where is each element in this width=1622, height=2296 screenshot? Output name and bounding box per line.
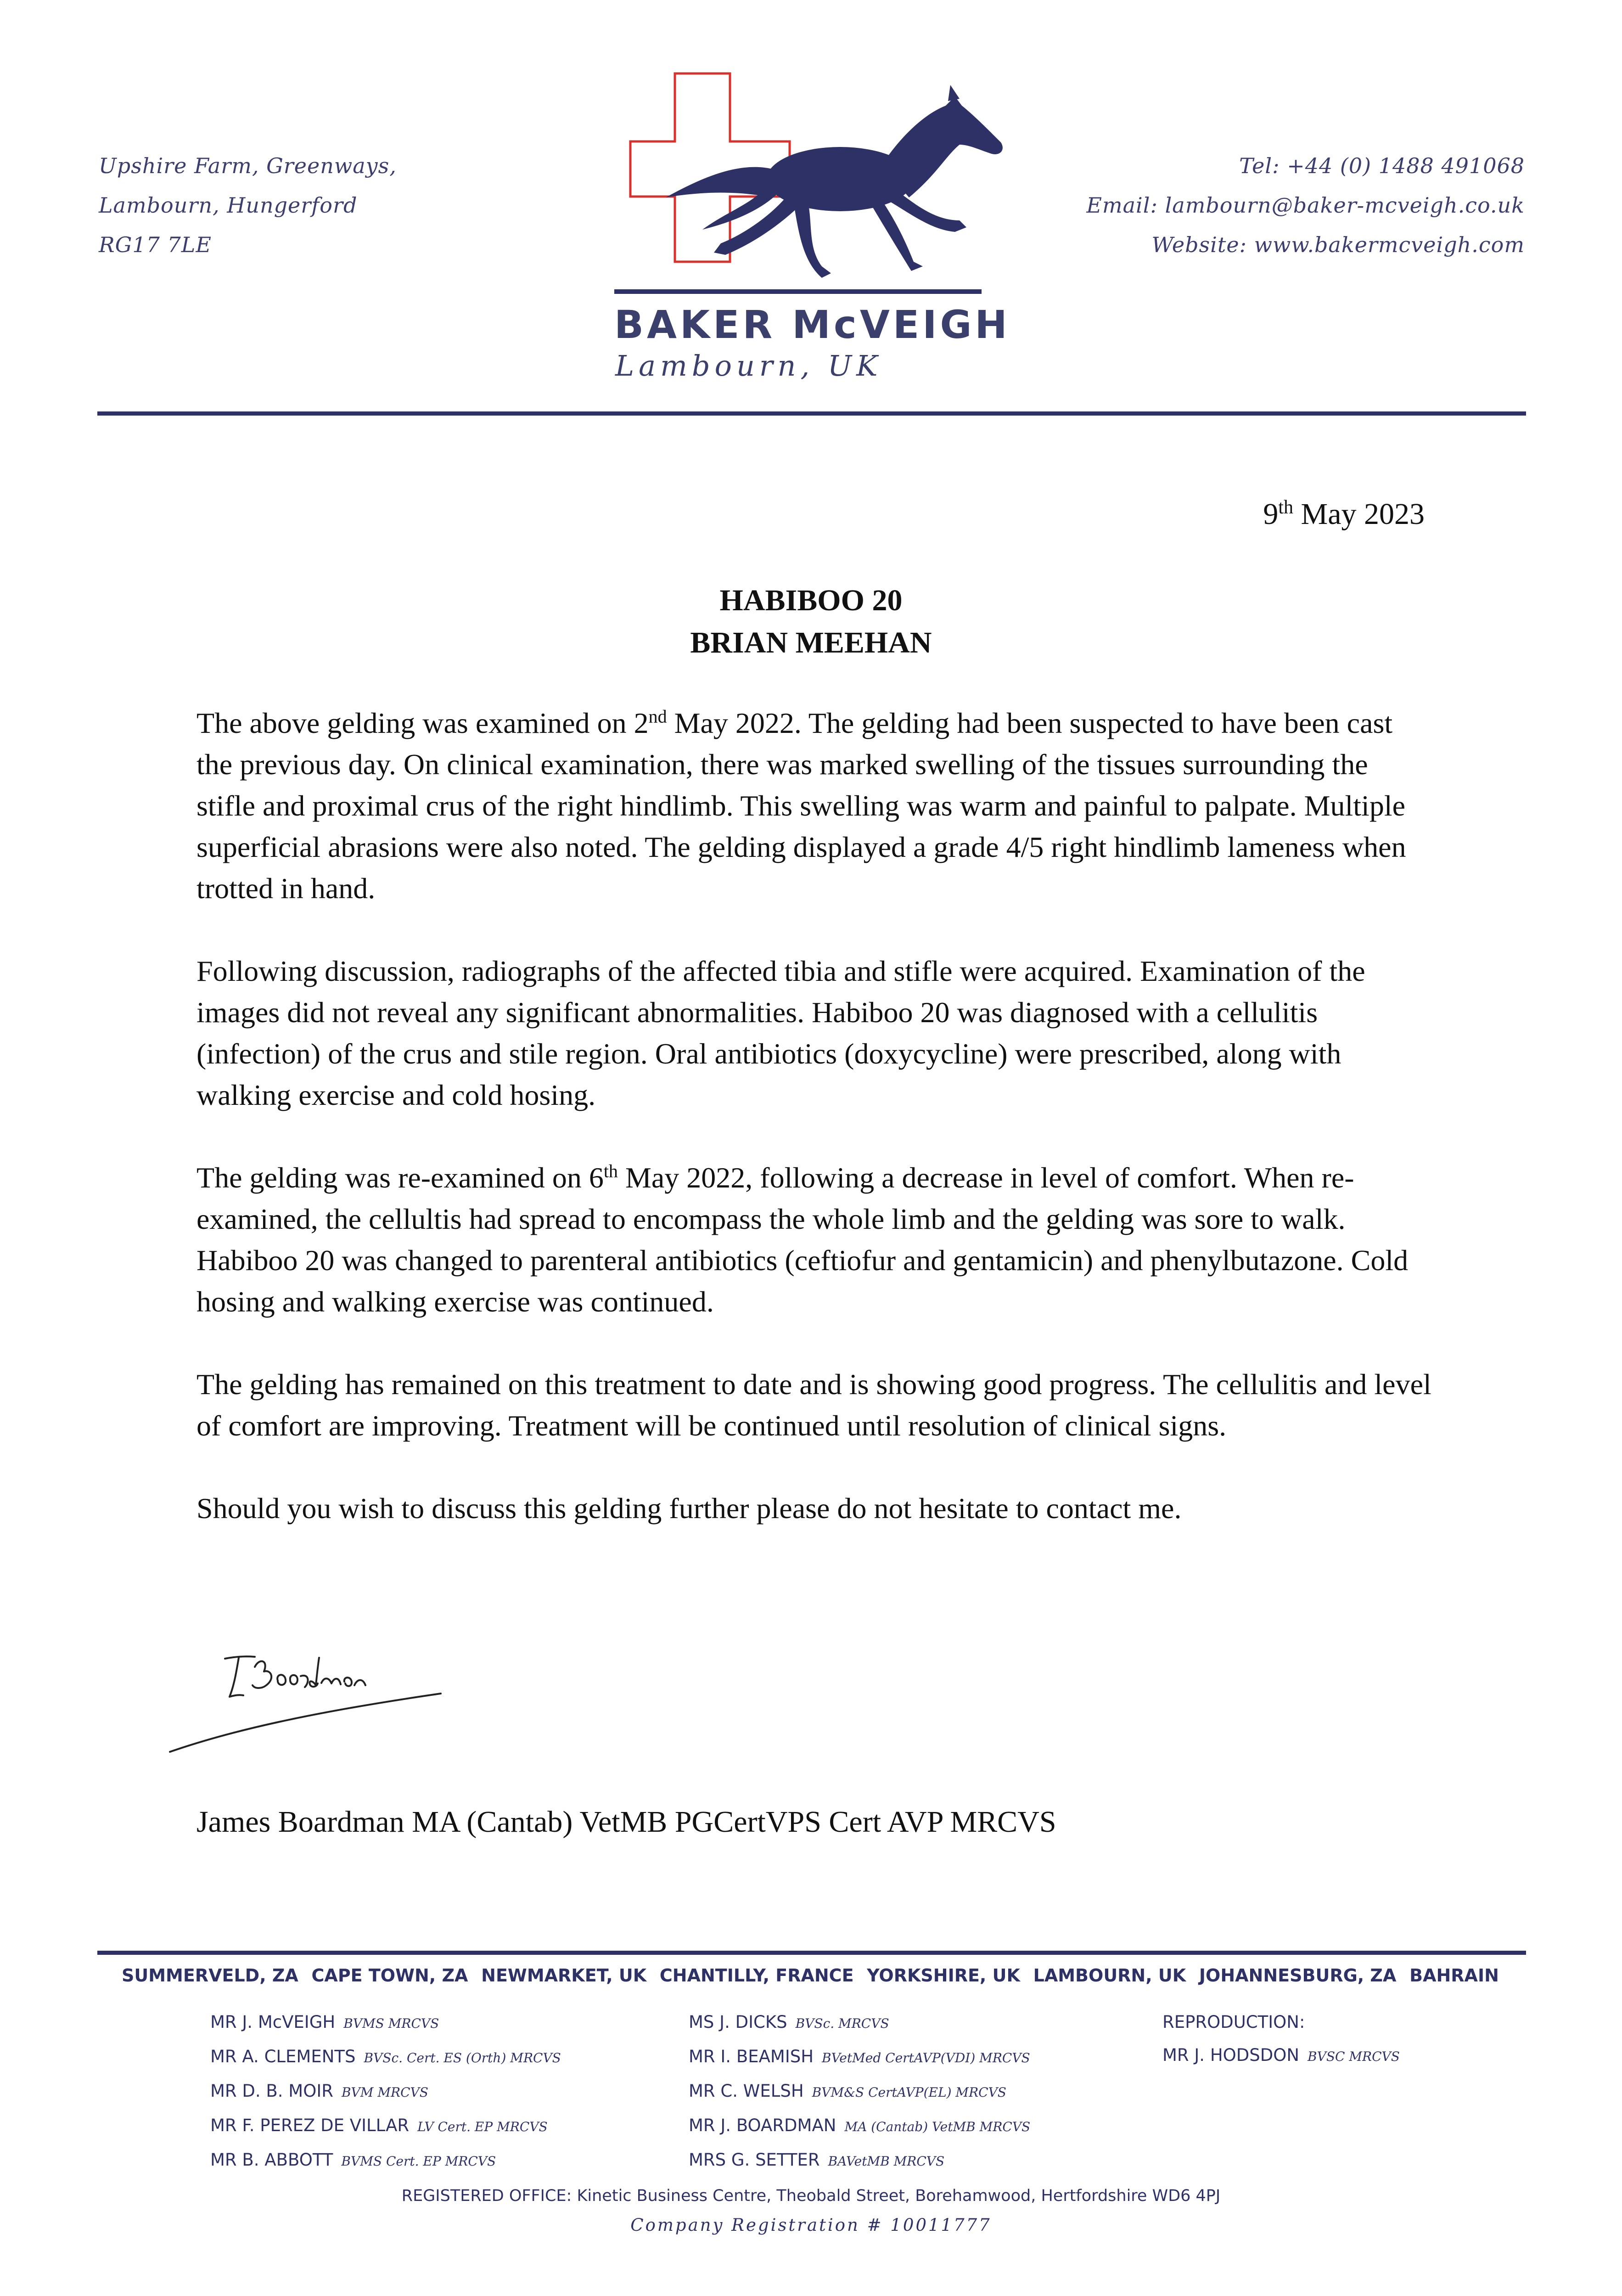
paragraph-diagnosis: Following discussion, radiographs of the affected tibia and stifle were acquired. Examination of the images did not reveal any significant abnormalities. Habiboo 20 was diagnosed with a cellulitis (infection) of the crus and stile region. Oral antibiotics (doxycycline) were prescribed, along with walking exercise and cold hosing. — [196, 955, 1365, 1111]
staff-column-3 — [1162, 2006, 1400, 2073]
reproduction-heading: REPRODUCTION: — [1162, 2012, 1305, 2032]
letter-title — [0, 580, 1622, 664]
staff-column-2 — [689, 2006, 1030, 2178]
office-item: SUMMERVELD, ZA — [122, 1965, 298, 1986]
letter-body — [196, 703, 1431, 1570]
staff-entry: MR J. BOARDMAN MA (Cantab) VetMB MRCVS — [689, 2116, 1031, 2135]
signatory-name: James Boardman MA (Cantab) VetMB PGCertVPS Cert AVP MRCVS — [196, 1805, 1056, 1839]
staff-entry: MR D. B. MOIR BVM MRCVS — [210, 2081, 428, 2101]
address-line: Lambourn, Hungerford — [99, 193, 358, 218]
handwritten-signature — [161, 1639, 455, 1763]
brand-name: BAKER McVEIGH — [614, 302, 1010, 347]
header-divider — [97, 411, 1526, 416]
staff-entry: MR I. BEAMISH BVetMed CertAVP(VDI) MRCVS — [689, 2047, 1030, 2066]
address-line: RG17 7LE — [99, 232, 212, 257]
staff-entry: MR J. HODSDON BVSC MRCVS — [1162, 2045, 1400, 2065]
logo-rule — [614, 289, 982, 294]
office-item: NEWMARKET, UK — [481, 1965, 647, 1986]
office-locations — [122, 1965, 1499, 1986]
practice-address — [99, 146, 397, 264]
staff-entry: MR A. CLEMENTS BVSc. Cert. ES (Orth) MRCVS — [210, 2047, 561, 2066]
logo-emblem — [606, 69, 1019, 303]
letter-date: 9th May 2023 — [1263, 497, 1425, 531]
office-item: CHANTILLY, FRANCE — [659, 1965, 854, 1986]
horse-name: HABIBOO 20 — [719, 584, 903, 617]
staff-entry: MR F. PEREZ DE VILLAR LV Cert. EP MRCVS — [210, 2116, 548, 2135]
staff-entry: MR C. WELSH BVM&S CertAVP(EL) MRCVS — [689, 2081, 1006, 2101]
address-line: Upshire Farm, Greenways, — [99, 153, 397, 178]
paragraph-contact: Should you wish to discuss this gelding further please do not hesitate to contact me. — [196, 1492, 1182, 1525]
staff-column-1 — [210, 2006, 561, 2178]
paragraph-progress: The gelding has remained on this treatment to date and is showing good progress. The cellulitis and level of comfort are improving. Treatment will be continued until resolution of clinical signs. — [196, 1368, 1431, 1442]
contact-website[interactable]: Website: www.bakermcveigh.com — [1151, 232, 1525, 257]
office-item: YORKSHIRE, UK — [867, 1965, 1020, 1986]
staff-entry: MR B. ABBOTT BVMS Cert. EP MRCVS — [210, 2150, 496, 2170]
red-cross-icon — [630, 73, 790, 262]
office-item: CAPE TOWN, ZA — [311, 1965, 468, 1986]
trainer-name: BRIAN MEEHAN — [690, 626, 932, 659]
office-item: JOHANNESBURG, ZA — [1199, 1965, 1397, 1986]
paragraph-initial-exam: The above gelding was examined on 2nd May 2022. The gelding had been suspected to have been cast the previous day. On clinical examination, there was marked swelling of the tissues surrounding the stifle and proximal crus of the right hindlimb. This swelling was warm and painful to palpate. Multiple superficial abrasions were also noted. The gelding displayed a grade 4/5 right hindlimb lameness when trotted in hand. — [196, 706, 1406, 905]
paragraph-re-exam: The gelding was re-examined on 6th May 2022, following a decrease in level of comfort. When re-examined, the cellultis had spread to encompass the whole limb and the gelding was sore to walk. Habiboo 20 was changed to parenteral antibiotics (ceftiofur and gentamicin) and phenylbutazone. Cold hosing and walking exercise was continued. — [196, 1160, 1409, 1318]
staff-entry: MR J. McVEIGH BVMS MRCVS — [210, 2012, 439, 2032]
contact-email[interactable]: Email: lambourn@baker-mcveigh.co.uk — [1086, 193, 1525, 218]
contact-phone: Tel: +44 (0) 1488 491068 — [1239, 153, 1525, 178]
office-item: LAMBOURN, UK — [1033, 1965, 1186, 1986]
registered-office: REGISTERED OFFICE: Kinetic Business Centre, Theobald Street, Borehamwood, Hertfordshire WD6 4PJ — [401, 2187, 1221, 2205]
galloping-horse-icon — [666, 85, 1003, 278]
staff-entry: MRS G. SETTER BAVetMB MRCVS — [689, 2150, 945, 2170]
brand-location: Lambourn, UK — [615, 349, 882, 383]
company-registration: Company Registration # 10011777 — [630, 2215, 992, 2235]
footer-divider — [97, 1951, 1526, 1955]
staff-entry: MS J. DICKS BVSc. MRCVS — [689, 2012, 889, 2032]
contact-details — [1086, 146, 1525, 264]
office-item: BAHRAIN — [1409, 1965, 1499, 1986]
